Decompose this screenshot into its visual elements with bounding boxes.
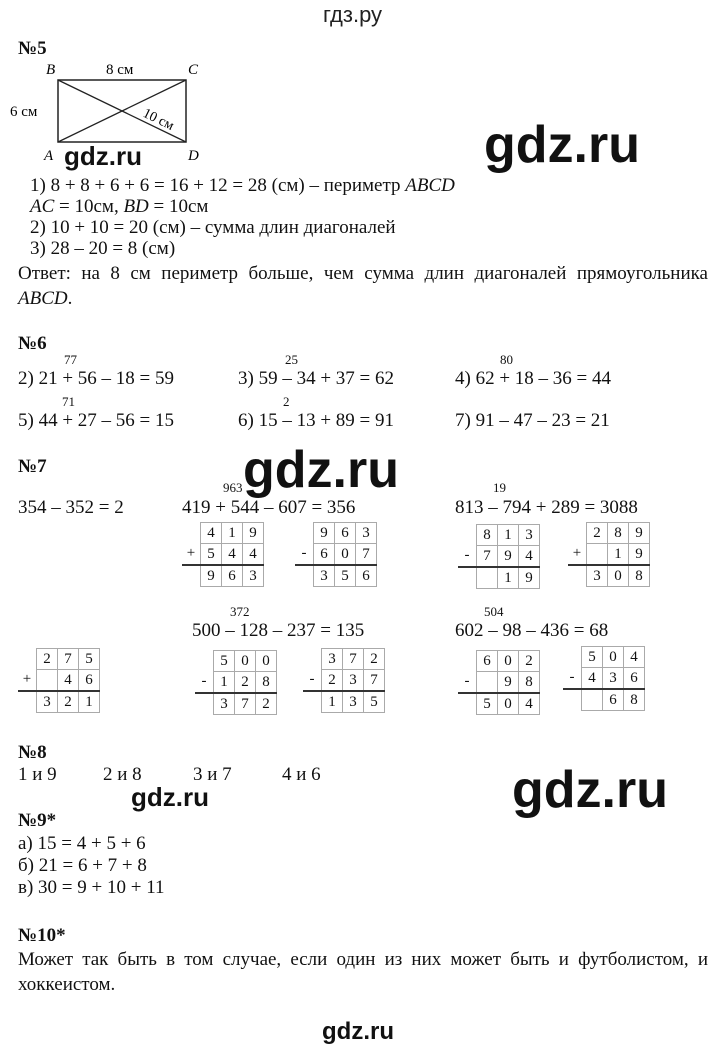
task-9-a: а) 15 = 4 + 5 + 6: [18, 833, 146, 854]
label-b: B: [46, 62, 56, 78]
task-9-b: б) 21 = 6 + 7 + 8: [18, 855, 147, 876]
task-7-eq-2: 419 + 544 – 607 = 356: [182, 497, 356, 518]
column-subtraction-813-794: 8 1 3 - 7 9 4 1 9: [458, 524, 540, 589]
task-9-heading: №9*: [18, 810, 57, 831]
task-5-answer: Ответ: на 8 см периметр больше, чем сумма длин диагоналей прямоугольника ABCD.: [18, 263, 708, 309]
label-left-side: 6 см: [10, 104, 38, 120]
watermark-big-3: gdz.ru: [512, 761, 668, 819]
task-7-eq-1: 354 – 352 = 2: [18, 497, 124, 518]
task-6-sup-4: 71: [62, 394, 75, 409]
column-subtraction-500-128: 5 0 0 - 1 2 8 3 7 2: [195, 650, 277, 715]
task-6-eq-5: 6) 15 – 13 + 89 = 91: [238, 410, 395, 431]
label-c: C: [188, 62, 199, 78]
column-addition-275-46: 2 7 5 + 4 6 3 2 1: [18, 648, 100, 713]
task-6-sup-3: 80: [500, 352, 513, 367]
task-8-pair-3: 3 и 7: [193, 764, 232, 785]
task-7-sup-4: 372: [230, 604, 250, 619]
task-7-sup-5: 504: [484, 604, 504, 619]
column-subtraction-504-436: 5 0 4 - 4 3 6 6 8: [563, 646, 645, 711]
task-5-line-3: 2) 10 + 10 = 20 (см) – сумма длин диагоналей: [30, 217, 396, 238]
task-8-pair-2: 2 и 8: [103, 764, 142, 785]
label-top-side: 8 см: [106, 62, 134, 78]
label-diagonal: 10 см: [140, 106, 177, 134]
top-watermark: гдз.ру: [323, 2, 383, 27]
task-7-sup-3: 19: [493, 480, 506, 495]
task-5-line-2: AC = 10см, BD = 10см: [30, 196, 209, 217]
watermark-big-1: gdz.ru: [484, 116, 640, 174]
task-6-sup-1: 77: [64, 352, 77, 367]
watermark-small-2: gdz.ru: [131, 782, 209, 812]
task-8-heading: №8: [18, 742, 47, 763]
task-6-sup-5: 2: [283, 394, 290, 409]
task-7-eq-4: 500 – 128 – 237 = 135: [192, 620, 365, 641]
task-8-pair-1: 1 и 9: [18, 764, 57, 785]
task-6-eq-6: 7) 91 – 47 – 23 = 21: [455, 410, 610, 431]
label-a: A: [44, 148, 54, 164]
task-6-eq-1: 2) 21 + 56 – 18 = 59: [18, 368, 175, 389]
column-subtraction-602-98: 6 0 2 - 9 8 5 0 4: [458, 650, 540, 715]
column-addition-419-544: 4 1 9 + 5 4 4 9 6 3: [182, 522, 264, 587]
task-7-sup-2: 963: [223, 480, 243, 495]
task-10-text: Может так быть в том случае, если один из них может быть и футболистом, и хоккеистом.: [18, 949, 708, 995]
task-7-heading: №7: [18, 456, 47, 477]
task-5-heading: №5: [18, 38, 47, 59]
bottom-watermark: gdz.ru: [322, 1018, 394, 1045]
task-5-line-1: 1) 8 + 8 + 6 + 6 = 16 + 12 = 28 (см) – периметр ABCD: [30, 175, 455, 196]
task-8-pair-4: 4 и 6: [282, 764, 321, 785]
task-6-heading: №6: [18, 333, 47, 354]
watermark-big-2: gdz.ru: [243, 441, 399, 499]
column-subtraction-372-237: 3 7 2 - 2 3 7 1 3 5: [303, 648, 385, 713]
task-5-line-4: 3) 28 – 20 = 8 (см): [30, 238, 176, 259]
task-6-sup-2: 25: [285, 352, 298, 367]
label-d: D: [188, 148, 199, 164]
column-subtraction-963-607: 9 6 3 - 6 0 7 3 5 6: [295, 522, 377, 587]
task-6-eq-2: 3) 59 – 34 + 37 = 62: [238, 368, 395, 389]
task-7-eq-3: 813 – 794 + 289 = 3088: [455, 497, 638, 518]
column-addition-19-289: 2 8 9 + 1 9 3 0 8: [568, 522, 650, 587]
task-6-eq-4: 5) 44 + 27 – 56 = 15: [18, 410, 175, 431]
watermark-small-1: gdz.ru: [64, 141, 142, 171]
task-7-eq-5: 602 – 98 – 436 = 68: [455, 620, 609, 641]
task-9-c: в) 30 = 9 + 10 + 11: [18, 877, 165, 898]
task-6-eq-3: 4) 62 + 18 – 36 = 44: [455, 368, 612, 389]
task-10-heading: №10*: [18, 925, 66, 946]
